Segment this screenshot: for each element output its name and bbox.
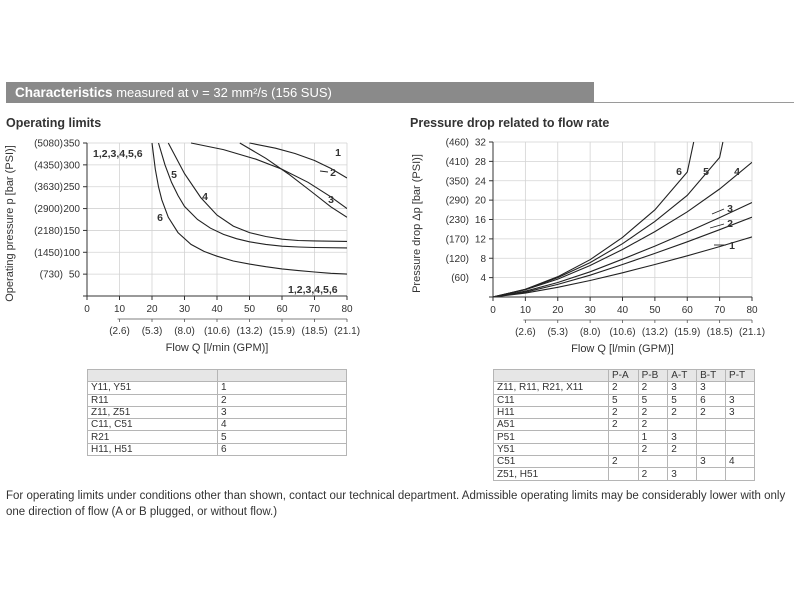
table-cell: 3 (697, 456, 726, 468)
right-y-tick-label: 12 (474, 234, 486, 246)
table-cell (726, 419, 755, 431)
table-cell: 3 (668, 382, 697, 394)
table-cell: 5 (668, 394, 697, 406)
right-legend-table (493, 369, 755, 481)
left-annotation-6: 6 (157, 212, 163, 224)
table-row (494, 406, 755, 418)
right-x-tick-label: 60 (681, 305, 693, 316)
left-y-tick-label: 250 (63, 182, 80, 194)
table-cell: 2 (609, 456, 639, 468)
right-x-tick-label-secondary: (18.5) (706, 327, 733, 338)
table-cell (697, 431, 726, 443)
right-leader-2 (710, 224, 724, 228)
right-annotation-4: 4 (734, 166, 740, 178)
right-annotation-3: 3 (727, 203, 733, 215)
table-cell: 3 (726, 394, 755, 406)
right-y-tick-label: 16 (474, 215, 486, 226)
table-cell: 2 (697, 406, 726, 418)
header-title: Characteristics (15, 85, 113, 100)
left-annotation-1: 1 (335, 147, 341, 159)
right-x-tick-label-secondary: (2.6) (515, 327, 536, 338)
table-row (88, 406, 347, 418)
table-row (494, 419, 755, 431)
right-y-tick-label: 24 (474, 176, 486, 188)
table-cell (697, 468, 726, 480)
table-cell (609, 468, 639, 480)
table-row (494, 382, 755, 394)
right-annotation-5: 5 (703, 166, 709, 178)
table-cell: 3 (726, 406, 755, 418)
table-cell: Y51 (494, 443, 609, 455)
right-x-tick-label: 10 (519, 305, 531, 316)
left-annotation-3: 3 (328, 194, 334, 206)
left-y-axis-label: Operating pressure p [bar (PSI)] (4, 145, 16, 302)
left-y-tick-label: 350 (63, 138, 80, 150)
table-row (494, 443, 755, 455)
left-x-axis-label: Flow Q [l/min (GPM)] (165, 342, 269, 354)
right-x-tick-label: 20 (552, 305, 564, 316)
table-cell: C11 (494, 394, 609, 406)
table-cell: H11, H51 (88, 443, 218, 455)
table-cell: 4 (218, 419, 347, 431)
table-header-cell: P-T (726, 370, 755, 382)
table-header-row (88, 370, 347, 382)
table-cell: P51 (494, 431, 609, 443)
table-cell (697, 419, 726, 431)
right-x-tick-label-secondary: (5.3) (547, 327, 569, 338)
left-annotation-all-bottom: 1,2,3,4,5,6 (288, 284, 338, 296)
table-cell: 4 (726, 456, 755, 468)
table-cell: 5 (638, 394, 668, 406)
right-x-tick-label-secondary: (8.0) (579, 327, 601, 338)
table-cell: 1 (638, 431, 668, 443)
left-x-tick-label-secondary: (18.5) (301, 326, 328, 337)
right-y-tick-label: 4 (480, 273, 486, 285)
right-y-tick-label-secondary: (170) (445, 234, 469, 246)
left-x-tick-label: 0 (84, 304, 90, 315)
table-cell: 2 (668, 443, 697, 455)
right-x-tick-label-secondary: (13.2) (641, 327, 668, 338)
right-x-tick-label-secondary: (15.9) (674, 327, 701, 338)
left-chart-title: Operating limits (6, 116, 102, 130)
right-y-axis-label: Pressure drop Δp [bar (PSI)] (411, 154, 423, 293)
right-y-tick-label-secondary: (290) (445, 195, 469, 207)
left-x-tick-label-secondary: (5.3) (141, 326, 163, 337)
left-x-tick-label-secondary: (13.2) (236, 326, 263, 337)
table-cell: 2 (638, 468, 668, 480)
table-cell: 2 (609, 382, 639, 394)
right-y-tick-label-secondary: (230) (445, 215, 469, 226)
left-x-tick-label-secondary: (15.9) (268, 326, 296, 337)
right-leader-3 (712, 209, 724, 214)
table-header-row (494, 370, 755, 382)
right-x-tick-label: 50 (649, 305, 661, 316)
table-cell: 6 (218, 443, 347, 455)
left-y-tick-label-secondary: (2180) (34, 225, 63, 237)
right-chart-title: Pressure drop related to flow rate (410, 116, 610, 130)
table-cell (638, 456, 668, 468)
right-y-tick-label-secondary: (460) (445, 137, 469, 149)
right-y-tick-label-secondary: (120) (445, 253, 469, 265)
left-y-tick-label: 50 (68, 269, 80, 281)
table-cell: 5 (218, 431, 347, 443)
table-row (88, 419, 347, 431)
table-cell: 2 (218, 394, 347, 406)
table-cell (88, 370, 218, 382)
table-cell: Z11, Z51 (88, 406, 218, 418)
table-cell: 5 (609, 394, 639, 406)
right-annotation-1: 1 (729, 240, 735, 252)
left-x-tick-label: 70 (308, 304, 321, 315)
table-cell: 2 (609, 419, 639, 431)
right-x-tick-label-secondary: (10.6) (609, 327, 636, 338)
left-x-tick-label: 60 (276, 304, 288, 315)
table-cell: C51 (494, 456, 609, 468)
table-cell: R21 (88, 431, 218, 443)
right-y-tick-label: 20 (474, 195, 486, 207)
table-cell (218, 370, 347, 382)
table-cell (726, 468, 755, 480)
table-cell: 3 (218, 406, 347, 418)
table-row (88, 431, 347, 443)
right-y-tick-label: 32 (474, 137, 486, 149)
table-cell: 3 (697, 382, 726, 394)
left-y-tick-label-secondary: (730) (39, 269, 63, 281)
table-cell: R11 (88, 394, 218, 406)
table-cell (726, 443, 755, 455)
table-row (494, 394, 755, 406)
left-annotation-4: 4 (202, 191, 208, 203)
left-y-tick-label: 300 (63, 160, 80, 172)
right-x-tick-label: 80 (746, 305, 758, 316)
right-annotation-2: 2 (727, 218, 733, 230)
left-x-tick-label: 80 (341, 304, 353, 315)
table-cell (726, 431, 755, 443)
table-cell (668, 456, 697, 468)
left-x-tick-label: 30 (178, 304, 191, 315)
left-legend-table (87, 369, 347, 456)
table-cell: 3 (668, 431, 697, 443)
left-y-tick-label-secondary: (1450) (34, 247, 63, 259)
table-cell: Y11, Y51 (88, 382, 218, 394)
table-cell: Z51, H51 (494, 468, 609, 480)
left-x-tick-label: 10 (113, 304, 126, 315)
table-cell: 2 (638, 406, 668, 418)
table-cell (726, 382, 755, 394)
right-y-tick-label: 8 (480, 253, 486, 265)
right-y-tick-label-secondary: (350) (445, 176, 469, 188)
right-x-axis-label: Flow Q [l/min (GPM)] (571, 343, 674, 355)
left-annotation-5: 5 (171, 169, 177, 181)
table-cell (668, 419, 697, 431)
table-header-cell: A-T (668, 370, 697, 382)
left-y-tick-label: 100 (63, 247, 80, 259)
table-cell: 2 (609, 406, 639, 418)
left-x-tick-label-secondary: (10.6) (203, 326, 231, 337)
table-row (494, 431, 755, 443)
table-header-cell: B-T (697, 370, 726, 382)
right-x-tick-label: 40 (616, 305, 629, 316)
right-x-tick-label: 70 (714, 305, 726, 316)
table-cell (609, 443, 639, 455)
header-subtitle: measured at ν = 32 mm²/s (156 SUS) (116, 85, 332, 100)
left-x-tick-label-secondary: (8.0) (174, 326, 195, 337)
table-row (88, 382, 347, 394)
table-cell: H11 (494, 406, 609, 418)
table-cell (697, 443, 726, 455)
table-row (88, 443, 347, 455)
right-x-tick-label: 30 (584, 305, 596, 316)
table-cell (609, 431, 639, 443)
right-y-tick-label-secondary: (410) (445, 156, 469, 168)
table-header-cell: P-B (638, 370, 668, 382)
table-row (494, 456, 755, 468)
left-x-tick-label-secondary: (21.1) (333, 326, 361, 337)
left-y-tick-label-secondary: (2900) (34, 204, 63, 216)
table-cell: C11, C51 (88, 419, 218, 431)
left-annotation-all-top: 1,2,3,4,5,6 (93, 148, 143, 160)
left-x-tick-label: 50 (243, 304, 256, 315)
left-x-tick-label: 40 (211, 304, 223, 315)
footnote: For operating limits under conditions other than shown, contact our technical department. Admissible operating limits may be considerably lower with only one direction of flow (A or B plugged, or without flow.) (6, 490, 786, 518)
table-cell: 2 (638, 419, 668, 431)
table-cell: A51 (494, 419, 609, 431)
table-cell: 3 (668, 468, 697, 480)
table-cell: 2 (638, 443, 668, 455)
left-y-tick-label-secondary: (4350) (34, 160, 63, 172)
table-header-cell: P-A (609, 370, 639, 382)
right-annotation-6: 6 (676, 166, 682, 178)
left-x-tick-label: 20 (146, 304, 158, 315)
left-y-tick-label: 150 (63, 225, 80, 237)
table-row (88, 394, 347, 406)
table-cell: 6 (697, 394, 726, 406)
right-y-tick-label: 28 (474, 156, 486, 168)
table-cell: Z11, R11, R21, X11 (494, 382, 609, 394)
left-y-tick-label: 200 (63, 204, 80, 216)
table-row (494, 468, 755, 480)
left-y-tick-label-secondary: (3630) (34, 182, 63, 194)
right-x-tick-label: 0 (490, 305, 496, 316)
table-cell: 2 (638, 382, 668, 394)
left-y-tick-label-secondary: (5080) (34, 138, 63, 150)
left-x-tick-label-secondary: (2.6) (109, 326, 130, 337)
table-cell: 2 (668, 406, 697, 418)
table-header-cell (494, 370, 609, 382)
right-x-tick-label-secondary: (21.1) (738, 327, 766, 338)
left-annotation-2: 2 (330, 167, 336, 179)
table-cell: 1 (218, 382, 347, 394)
right-y-tick-label-secondary: (60) (451, 273, 469, 285)
